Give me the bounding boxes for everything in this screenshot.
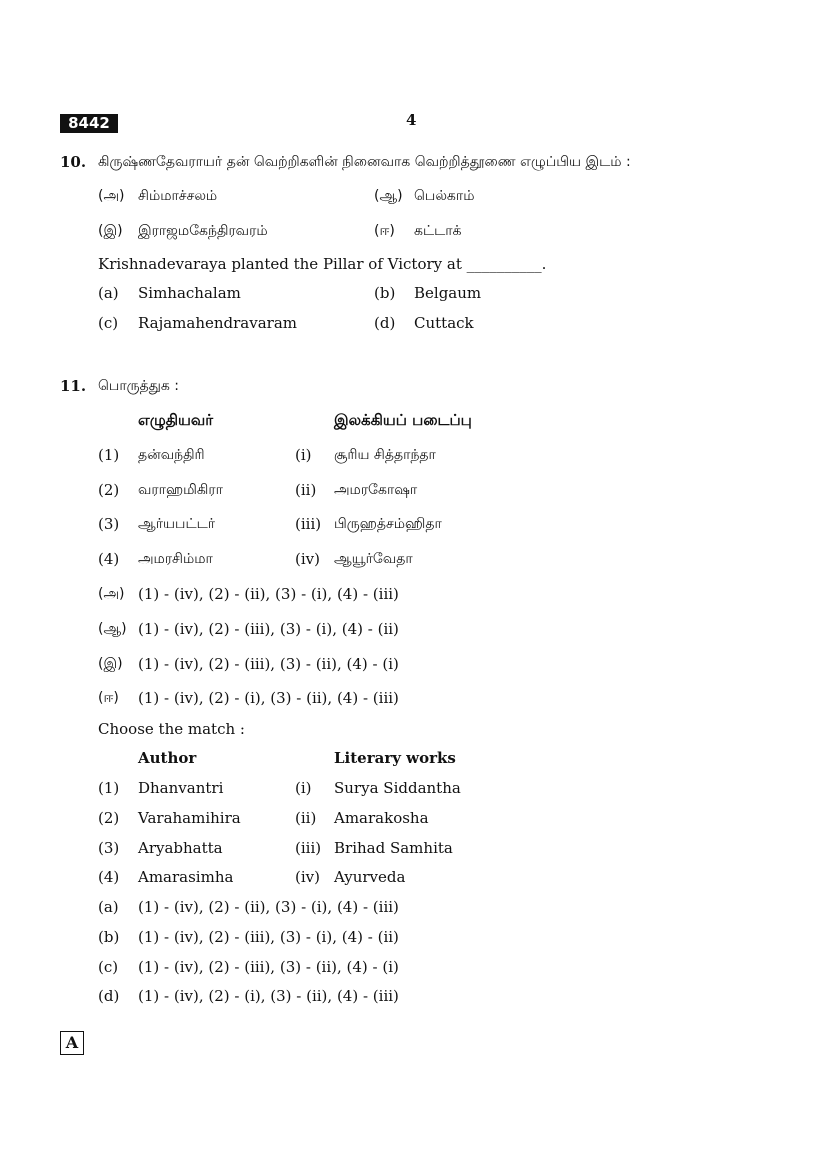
q11-tamil-row-author: அமரசிம்மா xyxy=(138,551,213,567)
q11-english-row-num: (3) xyxy=(98,839,120,857)
series-box: A xyxy=(60,1031,84,1055)
q11-tamil-row-author: தன்வந்திரி xyxy=(138,447,205,463)
q11-english-row-num: (4) xyxy=(98,868,120,886)
q10-english-option-label: (c) xyxy=(98,314,119,332)
q11-english-instruction: Choose the match : xyxy=(98,720,245,738)
q11-english-option-label: (b) xyxy=(98,928,120,946)
q11-english-row-roman: (iii) xyxy=(295,839,322,857)
q11-tamil-option-label: (ஈ) xyxy=(98,690,119,706)
q11-english-row-work: Brihad Samhita xyxy=(334,839,453,857)
q10-english-option-label: (b) xyxy=(374,284,396,302)
q11-tamil-option-text: (1) - (iv), (2) - (ii), (3) - (i), (4) - (iii) xyxy=(138,585,399,603)
q11-english-header-author: Author xyxy=(138,749,197,767)
q11-tamil-row-roman: (iv) xyxy=(295,550,320,568)
q10-english-option-text: Cuttack xyxy=(414,314,474,332)
q10-english-option-label: (a) xyxy=(98,284,119,302)
q10-english-option-text: Simhachalam xyxy=(138,284,241,302)
q11-english-row-roman: (i) xyxy=(295,779,312,797)
q11-tamil-header-works: இலக்கியப் படைப்பு xyxy=(334,411,472,429)
q11-english-row-num: (2) xyxy=(98,809,120,827)
q11-tamil-option-text: (1) - (iv), (2) - (i), (3) - (ii), (4) - (iii) xyxy=(138,689,399,707)
q11-english-option-text: (1) - (iv), (2) - (ii), (3) - (i), (4) - (iii) xyxy=(138,898,399,916)
q11-tamil-option-label: (ஆ) xyxy=(98,621,127,637)
q11-tamil-row-author: ஆர்யபட்டர் xyxy=(138,516,216,532)
q11-tamil-row-num: (3) xyxy=(98,515,120,533)
q11-tamil-instruction: பொருத்துக : xyxy=(98,378,179,394)
q11-english-row-num: (1) xyxy=(98,779,120,797)
q11-tamil-row-roman: (iii) xyxy=(295,515,322,533)
q11-english-row-work: Ayurveda xyxy=(334,868,406,886)
q10-tamil-option-label: (இ) xyxy=(98,223,123,239)
q10-tamil-option-text: இராஜமகேந்திரவரம் xyxy=(138,223,268,239)
q11-english-option-text: (1) - (iv), (2) - (iii), (3) - (i), (4) - (ii) xyxy=(138,928,399,946)
question-paper-code: 8442 xyxy=(60,114,118,133)
q10-tamil-question: கிருஷ்ணதேவராயர் தன் வெற்றிகளின் நினைவாக வெற்றித்தூணை எழுப்பிய இடம் : xyxy=(98,154,631,170)
q11-tamil-row-work: பிருஹத்சம்ஹிதா xyxy=(334,516,442,532)
q10-tamil-option-text: கட்டாக் xyxy=(414,223,462,239)
q11-english-row-author: Varahamihira xyxy=(138,809,241,827)
q11-tamil-row-num: (1) xyxy=(98,446,120,464)
q10-tamil-option-text: சிம்மாச்சலம் xyxy=(138,188,218,204)
q11-tamil-row-roman: (ii) xyxy=(295,481,317,499)
q11-tamil-option-label: (அ) xyxy=(98,586,125,602)
q11-english-row-author: Aryabhatta xyxy=(138,839,223,857)
q11-english-row-author: Dhanvantri xyxy=(138,779,224,797)
q11-tamil-header-author: எழுதியவர் xyxy=(138,411,214,429)
page-number: 4 xyxy=(406,111,417,129)
q10-english-option-text: Rajamahendravaram xyxy=(138,314,298,332)
q11-english-row-roman: (iv) xyxy=(295,868,320,886)
q11-tamil-row-num: (2) xyxy=(98,481,120,499)
q11-tamil-row-work: ஆயூர்வேதா xyxy=(334,551,413,567)
q11-tamil-row-work: சூரிய சித்தாந்தா xyxy=(334,447,436,463)
q10-english-option-label: (d) xyxy=(374,314,396,332)
q11-english-option-label: (d) xyxy=(98,987,120,1005)
q11-english-row-author: Amarasimha xyxy=(138,868,234,886)
q10-tamil-option-label: (அ) xyxy=(98,188,125,204)
q11-tamil-option-text: (1) - (iv), (2) - (iii), (3) - (ii), (4) - (i) xyxy=(138,655,399,673)
q11-english-option-label: (c) xyxy=(98,958,119,976)
q11-tamil-option-text: (1) - (iv), (2) - (iii), (3) - (i), (4) - (ii) xyxy=(138,620,399,638)
q10-tamil-option-label: (ஆ) xyxy=(374,188,403,204)
q11-english-header-works: Literary works xyxy=(334,749,456,767)
q11-tamil-row-roman: (i) xyxy=(295,446,312,464)
q11-english-option-text: (1) - (iv), (2) - (i), (3) - (ii), (4) - (iii) xyxy=(138,987,399,1005)
q11-number: 11. xyxy=(60,377,87,395)
q11-english-row-roman: (ii) xyxy=(295,809,317,827)
q11-english-row-work: Surya Siddantha xyxy=(334,779,461,797)
q11-tamil-option-label: (இ) xyxy=(98,656,123,672)
q11-tamil-row-author: வராஹமிகிரா xyxy=(138,482,223,498)
q10-english-option-text: Belgaum xyxy=(414,284,482,302)
q11-english-row-work: Amarakosha xyxy=(334,809,429,827)
q11-english-option-text: (1) - (iv), (2) - (iii), (3) - (ii), (4) - (i) xyxy=(138,958,399,976)
q11-tamil-row-work: அமரகோஷா xyxy=(334,482,418,498)
q11-english-option-label: (a) xyxy=(98,898,119,916)
q10-tamil-option-text: பெல்காம் xyxy=(414,188,475,204)
q10-number: 10. xyxy=(60,153,87,171)
q10-english-question: Krishnadevaraya planted the Pillar of Victory at __________. xyxy=(98,255,547,273)
q10-tamil-option-label: (ஈ) xyxy=(374,223,395,239)
q11-tamil-row-num: (4) xyxy=(98,550,120,568)
